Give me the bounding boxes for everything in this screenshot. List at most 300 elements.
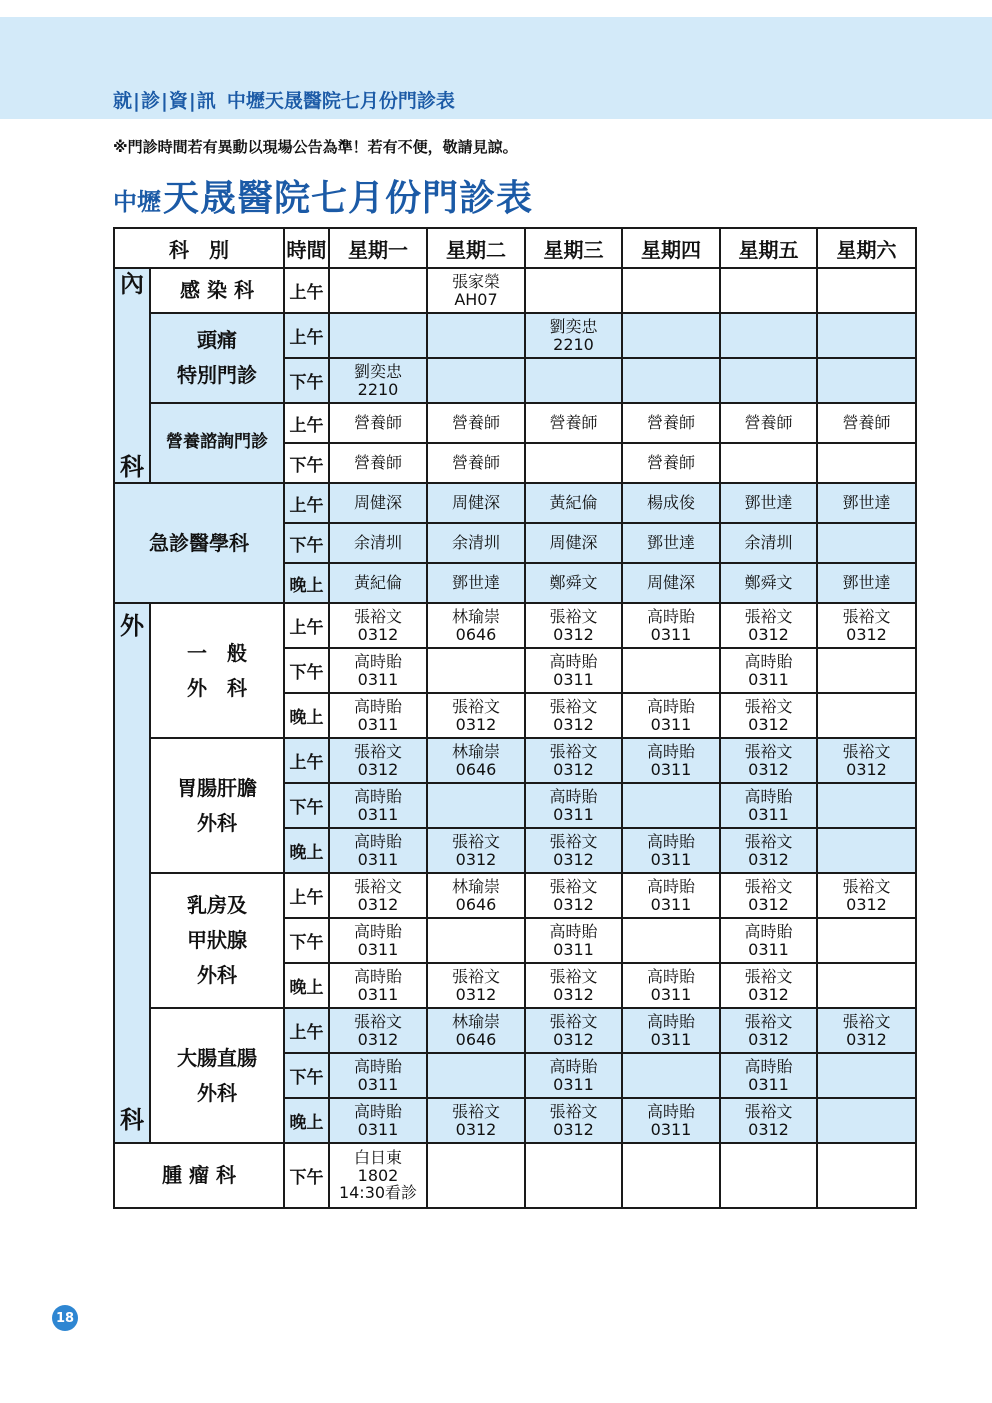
doctor-name: 高時貽 (353, 921, 402, 941)
schedule-cell (720, 358, 817, 403)
schedule-cell (525, 1143, 622, 1208)
doctor-name: 高時貽 (353, 1056, 402, 1076)
dept-cell (150, 603, 284, 738)
doctor-name: 林瑜崇 (451, 741, 500, 761)
schedule-cell (817, 268, 916, 313)
room-code: 0311 (650, 714, 692, 734)
doctor-name: 張裕文 (842, 606, 891, 626)
schedule-cell (525, 1053, 622, 1098)
room-code: 0312 (748, 714, 789, 734)
doctor-name: 張裕文 (549, 606, 598, 626)
schedule-cell (329, 313, 427, 358)
schedule-cell (817, 873, 916, 918)
room-code: 0311 (650, 624, 692, 644)
schedule-cell (622, 738, 720, 783)
doctor-name: 張裕文 (451, 966, 500, 986)
doctor-name: 高時貽 (646, 966, 695, 986)
dept-cell (150, 403, 284, 483)
group-internal-bottom: 科 (120, 453, 144, 482)
schedule-cell (525, 403, 622, 443)
schedule-cell (622, 563, 720, 603)
doctor-name: 林瑜崇 (451, 876, 500, 896)
doctor-name: 張裕文 (549, 876, 598, 896)
doctor-name: 周健深 (451, 493, 500, 513)
doctor-name: 張裕文 (842, 876, 891, 896)
doctor-name: 鄧世達 (842, 573, 891, 593)
room-code: 0311 (650, 759, 692, 779)
schedule-cell (427, 523, 525, 563)
schedule-cell (720, 523, 817, 563)
page-title (113, 170, 533, 221)
schedule-cell (427, 918, 525, 963)
room-code: 0311 (553, 804, 594, 824)
schedule-cell (329, 443, 427, 483)
doctor-name: 高時貽 (353, 786, 402, 806)
room-code: 0312 (553, 984, 594, 1004)
section-name: 就|診|資|訊 (113, 90, 217, 112)
doctor-name: 營養師 (353, 413, 402, 433)
doctor-name: 張裕文 (549, 1011, 598, 1031)
schedule-cell (622, 1098, 720, 1143)
schedule-cell (720, 603, 817, 648)
header-tue: 星期二 (427, 228, 525, 268)
schedule-cell (817, 783, 916, 828)
time-slot: 下午 (284, 1053, 329, 1098)
doctor-name: 張裕文 (744, 831, 793, 851)
schedule-cell (525, 1008, 622, 1053)
doctor-name: 楊成俊 (646, 493, 695, 513)
dept-general: 一 般 外 科 (187, 640, 247, 700)
doctor-name: 張裕文 (549, 966, 598, 986)
schedule-cell (525, 738, 622, 783)
doctor-name: 高時貽 (646, 696, 695, 716)
room-code: 0312 (846, 894, 887, 914)
schedule-cell (427, 873, 525, 918)
time-slot: 上午 (284, 483, 329, 523)
schedule-cell (720, 443, 817, 483)
schedule-cell (427, 738, 525, 783)
time-slot: 上午 (284, 268, 329, 313)
doctor-name: 高時貽 (646, 831, 695, 851)
room-code: 0311 (748, 804, 789, 824)
schedule-cell (720, 313, 817, 358)
doctor-name: 張裕文 (353, 606, 402, 626)
room-code: 0311 (650, 984, 692, 1004)
schedule-cell (817, 918, 916, 963)
doctor-name: 張裕文 (549, 1101, 598, 1121)
schedule-cell (525, 483, 622, 523)
doctor-name: 周健深 (353, 493, 402, 513)
schedule-cell (622, 268, 720, 313)
schedule-cell (427, 1098, 525, 1143)
room-code: 0311 (553, 1074, 594, 1094)
group-internal (115, 271, 149, 481)
schedule-cell (525, 443, 622, 483)
doctor-name: 高時貽 (646, 876, 695, 896)
doctor-name: 白日東 (353, 1147, 402, 1167)
schedule-cell (622, 313, 720, 358)
room-code: 0312 (455, 714, 497, 734)
schedule-cell (817, 1008, 916, 1053)
time-slot: 上午 (284, 313, 329, 358)
doctor-name: 高時貽 (744, 1056, 793, 1076)
time-slot: 晚上 (284, 828, 329, 873)
time-slot: 下午 (284, 918, 329, 963)
table-row (114, 403, 916, 443)
room-code: 0312 (748, 849, 789, 869)
schedule-cell (622, 783, 720, 828)
schedule-cell (427, 483, 525, 523)
time-slot: 下午 (284, 648, 329, 693)
schedule-cell (525, 963, 622, 1008)
schedule-cell (720, 563, 817, 603)
room-code: 0311 (650, 1029, 692, 1049)
schedule-cell (720, 963, 817, 1008)
room-code: 0311 (357, 984, 399, 1004)
room-code: 0311 (748, 939, 789, 959)
doctor-name: 林瑜崇 (451, 606, 500, 626)
schedule-cell (817, 648, 916, 693)
schedule-cell (817, 523, 916, 563)
doctor-name: 營養師 (646, 413, 695, 433)
table-row (114, 1008, 916, 1053)
dept-tumor: 腫 瘤 科 (162, 1163, 236, 1187)
doctor-name: 張裕文 (549, 741, 598, 761)
schedule-cell (329, 963, 427, 1008)
schedule-cell (622, 483, 720, 523)
doctor-name: 鄧世達 (744, 493, 793, 513)
group-surgery-bottom: 科 (120, 1105, 144, 1134)
schedule-cell (720, 1143, 817, 1208)
doctor-name: 余清圳 (744, 533, 793, 553)
schedule-cell (720, 873, 817, 918)
doctor-name: 高時貽 (646, 1101, 695, 1121)
schedule-cell (817, 603, 916, 648)
doctor-name: 劉奕忠 (549, 316, 598, 336)
clinic-schedule-table (113, 227, 917, 1209)
table-row (114, 873, 916, 918)
schedule-cell (720, 738, 817, 783)
schedule-cell (622, 1143, 720, 1208)
header-subtitle: 中壢天晟醫院七月份門診表 (226, 90, 455, 112)
doctor-name: 鄧世達 (451, 573, 500, 593)
schedule-cell (720, 693, 817, 738)
doctor-name: 營養師 (451, 453, 500, 473)
schedule-cell (525, 918, 622, 963)
room-code: 0312 (553, 849, 594, 869)
doctor-name: 張裕文 (451, 831, 500, 851)
schedule-cell (329, 648, 427, 693)
doctor-name: 高時貽 (549, 786, 598, 806)
table-header-row (114, 228, 916, 268)
room-code: 0311 (748, 1074, 789, 1094)
room-code: 0311 (357, 1074, 399, 1094)
room-code: 0311 (357, 849, 399, 869)
time-slot: 上午 (284, 403, 329, 443)
header-time: 時間 (284, 228, 329, 268)
doctor-name: 張裕文 (451, 696, 500, 716)
schedule-cell (817, 403, 916, 443)
schedule-cell (329, 268, 427, 313)
doctor-name: 張裕文 (744, 1011, 793, 1031)
schedule-cell (622, 918, 720, 963)
title-main: 天晟醫院七月份門診表 (163, 178, 534, 219)
schedule-cell (817, 738, 916, 783)
schedule-cell (329, 783, 427, 828)
doctor-name: 鄧世達 (842, 493, 891, 513)
doctor-name: 高時貽 (646, 606, 695, 626)
schedule-cell (720, 918, 817, 963)
doctor-name: 高時貽 (549, 1056, 598, 1076)
schedule-cell (622, 648, 720, 693)
doctor-name: 高時貽 (353, 966, 402, 986)
table-row (114, 313, 916, 358)
doctor-name: 高時貽 (549, 921, 598, 941)
schedule-cell (720, 1008, 817, 1053)
room-code: 0312 (455, 1119, 497, 1139)
doctor-name: 張裕文 (744, 1101, 793, 1121)
schedule-cell (525, 783, 622, 828)
schedule-cell (525, 313, 622, 358)
schedule-cell (817, 358, 916, 403)
schedule-cell (622, 603, 720, 648)
room-code: 1802 (357, 1165, 399, 1185)
time-slot: 晚上 (284, 563, 329, 603)
header-sat: 星期六 (817, 228, 916, 268)
schedule-cell (720, 1053, 817, 1098)
time-note: 14:30看診 (338, 1183, 418, 1203)
schedule-cell (622, 403, 720, 443)
schedule-cell (817, 443, 916, 483)
room-code: 0311 (357, 714, 399, 734)
doctor-name: 劉奕忠 (353, 361, 402, 381)
title-location: 中壢 (113, 188, 161, 216)
dept-cell (150, 738, 284, 873)
doctor-name: 鄭舜文 (549, 573, 598, 593)
doctor-name: 林瑜崇 (451, 1011, 500, 1031)
schedule-cell (427, 1053, 525, 1098)
room-code: 0311 (650, 849, 692, 869)
doctor-name: 張裕文 (842, 741, 891, 761)
room-code: 0312 (553, 894, 594, 914)
schedule-cell (427, 1008, 525, 1053)
time-slot: 下午 (284, 443, 329, 483)
dept-cell (150, 268, 284, 313)
schedule-cell (329, 358, 427, 403)
doctor-name: 張裕文 (549, 696, 598, 716)
doctor-name: 張裕文 (744, 741, 793, 761)
schedule-cell (525, 563, 622, 603)
doctor-name: 張家榮 (451, 271, 500, 291)
time-slot: 晚上 (284, 693, 329, 738)
header-wed: 星期三 (525, 228, 622, 268)
group-internal-top: 內 (120, 269, 144, 298)
group-surgery-top: 外 (120, 612, 144, 640)
doctor-name: 鄭舜文 (744, 573, 793, 593)
room-code: 0312 (553, 1119, 594, 1139)
schedule-cell (720, 403, 817, 443)
time-slot: 上午 (284, 1008, 329, 1053)
doctor-name: 周健深 (549, 533, 598, 553)
schedule-cell (817, 313, 916, 358)
doctor-name: 高時貽 (646, 1011, 695, 1031)
dept-headache: 頭痛 特別門診 (177, 328, 257, 387)
schedule-cell (329, 873, 427, 918)
dept-cell (150, 313, 284, 403)
time-slot: 下午 (284, 783, 329, 828)
dept-gi: 胃腸肝膽 外科 (177, 775, 257, 835)
schedule-cell (427, 313, 525, 358)
schedule-cell (525, 603, 622, 648)
doctor-name: 鄧世達 (646, 533, 695, 553)
dept-nutrition: 營養諮詢門診 (166, 432, 268, 453)
schedule-cell (525, 648, 622, 693)
schedule-cell (329, 1008, 427, 1053)
doctor-name: 黃紀倫 (353, 573, 402, 593)
time-slot: 晚上 (284, 963, 329, 1008)
dept-cell (114, 483, 284, 603)
doctor-name: 張裕文 (744, 966, 793, 986)
dept-infection: 感 染 科 (180, 278, 254, 302)
table-row (114, 483, 916, 523)
room-code: 0311 (748, 669, 789, 689)
room-code: 0312 (846, 1029, 887, 1049)
schedule-cell (622, 1008, 720, 1053)
room-code: 0646 (455, 894, 497, 914)
doctor-name: 營養師 (842, 413, 891, 433)
schedule-cell (427, 403, 525, 443)
room-code: 0312 (846, 759, 887, 779)
schedule-cell (622, 358, 720, 403)
schedule-cell (329, 483, 427, 523)
time-slot: 下午 (284, 523, 329, 563)
doctor-name: 張裕文 (451, 1101, 500, 1121)
doctor-name: 高時貽 (353, 651, 402, 671)
room-code: 0312 (357, 1029, 399, 1049)
dept-cell (114, 1143, 284, 1208)
schedule-cell (329, 403, 427, 443)
room-code: 0312 (553, 624, 594, 644)
room-code: 0312 (455, 984, 497, 1004)
schedule-cell (329, 1053, 427, 1098)
dept-cell (114, 603, 150, 1143)
doctor-name: 高時貽 (353, 696, 402, 716)
doctor-name: 黃紀倫 (549, 493, 598, 513)
doctor-name: 張裕文 (353, 1011, 402, 1031)
schedule-cell (525, 873, 622, 918)
dept-cell (150, 873, 284, 1008)
doctor-name: 高時貽 (744, 921, 793, 941)
room-code: 0312 (748, 624, 789, 644)
doctor-name: 高時貽 (353, 1101, 402, 1121)
schedule-cell (427, 603, 525, 648)
schedule-cell (525, 358, 622, 403)
room-code: 0311 (650, 1119, 692, 1139)
room-code: 0311 (357, 1119, 399, 1139)
schedule-cell (622, 873, 720, 918)
schedule-cell (329, 1143, 427, 1208)
schedule-cell (817, 1143, 916, 1208)
room-code: 2210 (553, 334, 594, 354)
room-code: 0312 (553, 759, 594, 779)
room-code: 0311 (357, 804, 399, 824)
doctor-name: 高時貽 (549, 651, 598, 671)
notice-text: ※門診時間若有異動以現場公告為準！若有不便，敬請見諒。 (113, 138, 518, 156)
room-code: 0312 (553, 1029, 594, 1049)
schedule-cell (427, 828, 525, 873)
room-code: 0312 (357, 894, 399, 914)
room-code: 0312 (357, 759, 399, 779)
room-code: 0312 (553, 714, 594, 734)
schedule-cell (622, 1053, 720, 1098)
schedule-cell (329, 738, 427, 783)
schedule-cell (817, 483, 916, 523)
doctor-name: 張裕文 (353, 741, 402, 761)
room-code: 0312 (846, 624, 887, 644)
schedule-cell (720, 1098, 817, 1143)
room-code: 0312 (748, 984, 789, 1004)
doctor-name: 營養師 (353, 453, 402, 473)
room-code: AH07 (454, 289, 498, 309)
schedule-cell (329, 828, 427, 873)
doctor-name: 高時貽 (744, 651, 793, 671)
doctor-name: 高時貽 (744, 786, 793, 806)
room-code: 0312 (455, 849, 497, 869)
room-code: 0311 (650, 894, 692, 914)
doctor-name: 營養師 (451, 413, 500, 433)
room-code: 0646 (455, 759, 497, 779)
doctor-name: 營養師 (744, 413, 793, 433)
table-row (114, 738, 916, 783)
dept-emergency: 急診醫學科 (149, 530, 249, 555)
schedule-cell (720, 783, 817, 828)
room-code: 0311 (357, 669, 399, 689)
schedule-cell (427, 963, 525, 1008)
schedule-cell (817, 693, 916, 738)
header-fri: 星期五 (720, 228, 817, 268)
doctor-name: 營養師 (549, 413, 598, 433)
schedule-cell (622, 693, 720, 738)
schedule-cell (622, 963, 720, 1008)
table-row (114, 1143, 916, 1208)
room-code: 0311 (553, 939, 594, 959)
time-slot: 下午 (284, 1143, 329, 1208)
schedule-cell (817, 563, 916, 603)
schedule-cell (817, 1053, 916, 1098)
room-code: 0646 (455, 1029, 497, 1049)
schedule-cell (622, 828, 720, 873)
schedule-cell (329, 693, 427, 738)
time-slot: 下午 (284, 358, 329, 403)
page-number: 18 (52, 1305, 78, 1331)
schedule-cell (427, 563, 525, 603)
schedule-cell (525, 523, 622, 563)
room-code: 0311 (553, 669, 594, 689)
schedule-cell (817, 1098, 916, 1143)
header-dept: 科 別 (114, 228, 284, 268)
doctor-name: 張裕文 (353, 876, 402, 896)
doctor-name: 高時貽 (646, 741, 695, 761)
schedule-cell (427, 358, 525, 403)
table-row (114, 603, 916, 648)
schedule-cell (525, 268, 622, 313)
room-code: 0312 (748, 1119, 789, 1139)
schedule-cell (329, 1098, 427, 1143)
schedule-cell (329, 563, 427, 603)
schedule-cell (720, 483, 817, 523)
schedule-cell (720, 828, 817, 873)
doctor-name: 張裕文 (744, 606, 793, 626)
